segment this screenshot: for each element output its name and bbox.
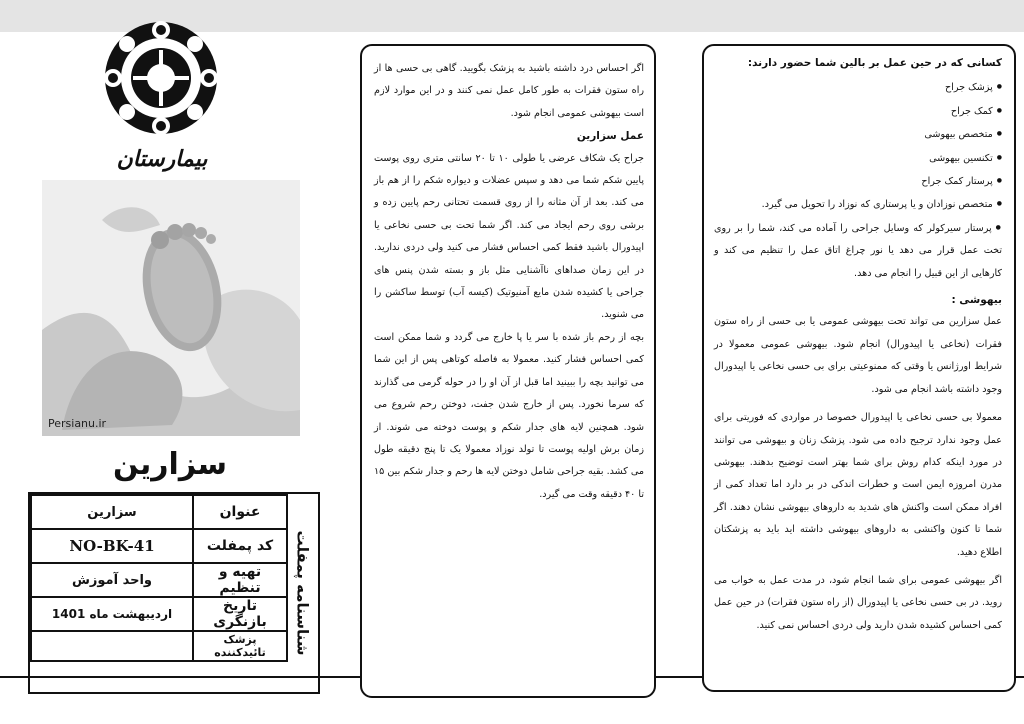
- id-label: تهیه و تنظیم: [193, 563, 287, 597]
- id-label: عنوان: [193, 495, 287, 529]
- id-label: کد پمفلت: [193, 529, 287, 563]
- list-item: ● متخصص بیهوشی: [714, 123, 1002, 146]
- list-item: ● پزشک جراح: [714, 76, 1002, 99]
- list-item: ● پرستار سیرکولر که وسایل جراحی را آماده می کند، شما را بر روی تخت عمل قرار می دهد یا نور چراغ اتاق عمل را تنظیم می کند و کارهایی از این قبیل را انجام می دهد.: [714, 217, 1002, 285]
- id-row-code: [31, 529, 287, 563]
- id-value: [31, 631, 193, 661]
- list-item: ● تکنسین بیهوشی: [714, 147, 1002, 170]
- hospital-name: بیمارستان: [116, 146, 208, 172]
- middle-text-panel: [360, 44, 656, 698]
- id-row-title: [31, 495, 287, 529]
- pamphlet-title: سزارین: [113, 447, 227, 482]
- id-value: سزارین: [31, 495, 193, 529]
- hospital-logo: [103, 20, 219, 136]
- id-card-label-text: شناسنامه پمفلت: [294, 530, 313, 656]
- list-item: ● پرستار کمک جراح: [714, 170, 1002, 193]
- paragraph: عمل سزارین می تواند تحت بیهوشی عمومی یا بی حسی از راه ستون فقرات (نخاعی یا اپیدورال) انجام شود. بیهوشی عمومی معمولا در شرایط اورژانس یا وقتی که ممنوعیتی برای بی حسی نخاعی یا اپیدورال وجود داشته باشد انجام می شود.: [714, 316, 1002, 395]
- hands-holding-foot-image: [42, 180, 300, 436]
- id-value: اردیبهشت ماه 1401: [31, 597, 193, 631]
- section-heading: عمل سزارین: [576, 130, 644, 143]
- paragraph: معمولا بی حسی نخاعی یا اپیدورال خصوصا در مواردی که فوریتی برای عمل وجود ندارد ترجیح داده می شود. پزشک زنان و بیهوشی می توانند در مورد اینکه کدام روش برای شما بهتر است توضیح بدهند. بیهوشی مدرن امروزه ایمن است و خطرات اندکی در بر دارد اما تعداد کمی از افراد ممکن است واکنش های شدید به داروهای بیهوشی نشان دهند. اگر شما تا کنون واکنشی به داروهای بیهوشی داشته اید باید به پزشکتان اطلاع دهید.: [714, 412, 1002, 558]
- list-item: ● کمک جراح: [714, 100, 1002, 123]
- id-card-vertical-label: [288, 494, 318, 692]
- anesthesia-heading: بیهوشی :: [951, 294, 1002, 307]
- id-value: واحد آموزش: [31, 563, 193, 597]
- right-text-panel: [702, 44, 1016, 692]
- id-row-author: [31, 563, 287, 597]
- baby-foot-photo: [42, 180, 300, 436]
- paragraph: جراح یک شکاف عرضی یا طولی ۱۰ تا ۲۰ سانتی متری روی پوست پایین شکم شما می دهد و سپس عضلات و دیواره شکم را از هم باز می کند. بعد از آن مثانه را از روی قسمت تحتانی رحم پایین زده و برشی روی رحم ایجاد می کند. اگر شما تحت بی حسی نخاعی یا اپیدورال باشید فقط کمی احساس فشار می کنید ولی دردی ندارید. در این زمان صداهای ناآشنایی مثل باز و بسته شدن پنس های جراحی یا کشیده شدن مایع آمنیوتیک (کیسه آب) توسط ساکشن را می شنوید.: [374, 152, 644, 321]
- photo-watermark: Persianu.ir: [48, 417, 107, 430]
- attendees-list: [714, 76, 1002, 285]
- paragraph: بچه از رحم باز شده با سر یا پا خارج می گردد و شما ممکن است کمی احساس فشار کنید. معمولا به فاصله کوتاهی پس از این شما می توانید بچه را ببینید اما قبل از آن او را در حوله گرمی می گذارند که سرما نخورد. پس از خارج شدن جفت، دوختن رحم شروع می شود. همچنین لایه های جدار شکم و پوست دوخته می شوند. از زمان برش اولیه پوست تا تولد نوزاد معمولا یک تا پنج دقیقه طول می کشد. بقیه جراحی شامل دوختن لایه ها رحم و جدار شکم بین ۱۵ تا ۴۰ دقیقه وقت می گیرد.: [374, 331, 644, 500]
- id-card-table: [30, 494, 288, 662]
- id-label: پزشک تائیدکننده: [193, 631, 287, 661]
- id-row-revision: [31, 597, 287, 631]
- id-value: NO-BK-41: [31, 529, 193, 563]
- intro-paragraph: اگر احساس درد داشته باشید به پزشک بگویید. گاهی بی حسی ها از راه ستون فقرات به طور کامل عمل نمی کنند و در این موارد لازم است بیهوشی عمومی انجام شود.: [374, 63, 644, 119]
- list-item: ● متخصص نوزادان و یا پرستاری که نوزاد را تحویل می گیرد.: [714, 193, 1002, 216]
- id-row-approver: [31, 631, 287, 661]
- paragraph: اگر بیهوشی عمومی برای شما انجام شود، در مدت عمل به خواب می روید. در بی حسی نخاعی یا اپیدورال (از راه ستون فقرات) در حین عمل کمی احساس کشیده شدن دارید ولی دردی احساس نمی کنید.: [714, 574, 1002, 631]
- attendees-heading: کسانی که در حین عمل بر بالین شما حضور دارند:: [747, 57, 1002, 69]
- id-label: تاریخ بازنگری: [193, 597, 287, 631]
